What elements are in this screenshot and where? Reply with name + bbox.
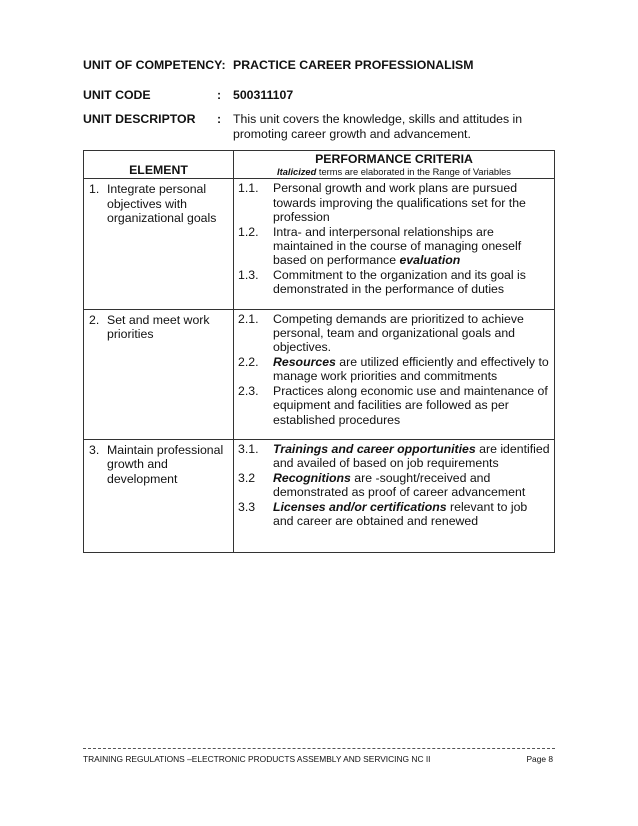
criterion-number: 2.1. <box>238 311 259 326</box>
criterion-term: Resources <box>273 354 336 369</box>
italicized-word: Italicized <box>277 167 317 178</box>
criterion-number: 3.3 <box>238 499 256 514</box>
footer-title: TRAINING REGULATIONS –ELECTRONIC PRODUCTS ASSEMBLY AND SERVICING NC II <box>83 754 431 764</box>
element-text: Set and meet work priorities <box>107 312 210 342</box>
criterion-text: Practices along economic use and maintenance of equipment and facilities are followed as per established procedures <box>273 383 548 427</box>
criterion <box>238 312 550 355</box>
code-value: 500311107 <box>233 88 294 102</box>
criterion-number: 2.2. <box>238 354 259 369</box>
criterion-term: Licenses and/or certifications <box>273 499 447 514</box>
criterion-text: Intra- and interpersonal relationships are maintained in the course of managing oneself based on performance <box>273 224 522 268</box>
criterion <box>238 268 550 297</box>
criteria-note-rest: terms are elaborated in the Range of Variables <box>316 167 511 178</box>
criterion-text: Commitment to the organization and its goal is demonstrated in the performance of duties <box>273 267 526 297</box>
criterion-text: are utilized efficiently and effectively to manage work priorities and commitments <box>273 354 549 384</box>
criterion-text: are -sought/received and demonstrated as proof of career advancement <box>273 470 526 500</box>
footer-divider <box>83 748 555 749</box>
descriptor-text: This unit covers the knowledge, skills and attitudes in promoting career growth and advancement. <box>233 112 523 141</box>
criteria-header-note <box>234 166 554 178</box>
table-row <box>84 439 555 552</box>
criterion <box>238 471 550 500</box>
descriptor-colon: : <box>217 112 222 126</box>
element-text: Integrate personal objectives with organizational goals <box>107 182 217 226</box>
competency-table <box>83 150 555 553</box>
descriptor-label: UNIT DESCRIPTOR <box>83 112 196 126</box>
criterion <box>238 181 550 224</box>
element-cell <box>84 309 234 439</box>
criterion-text: Personal growth and work plans are pursued towards improving the qualifications set for the profession <box>273 181 526 225</box>
element-header: ELEMENT <box>84 151 234 179</box>
code-colon: : <box>217 88 222 102</box>
criterion-number: 2.3. <box>238 383 259 398</box>
criterion <box>238 225 550 268</box>
element-number: 2. <box>89 312 100 327</box>
criterion <box>238 384 550 427</box>
criteria-header <box>234 151 555 179</box>
criterion-term: Trainings and career opportunities <box>273 441 476 456</box>
criteria-cell <box>234 179 555 309</box>
table-row <box>84 179 555 309</box>
criteria-cell <box>234 439 555 552</box>
criterion-text: relevant to job and career are obtained and renewed <box>273 499 528 528</box>
criteria-header-title: PERFORMANCE CRITERIA <box>315 152 473 166</box>
criterion-number: 1.2. <box>238 224 259 239</box>
criterion-number: 1.3. <box>238 267 259 282</box>
criterion <box>238 442 550 471</box>
criterion <box>238 500 550 529</box>
criterion-term: evaluation <box>399 253 461 268</box>
criterion-number: 3.2 <box>238 470 256 485</box>
table-row <box>84 309 555 439</box>
element-cell <box>84 439 234 552</box>
criterion <box>238 355 550 384</box>
page-number: Page 8 <box>526 754 553 764</box>
criterion-number: 1.1. <box>238 181 259 196</box>
table-header-row <box>84 151 555 179</box>
competency-value: PRACTICE CAREER PROFESSIONALISM <box>233 58 474 72</box>
criterion-term: Recognitions <box>273 470 351 485</box>
competency-label: UNIT OF COMPETENCY: <box>83 58 226 72</box>
criterion-number: 3.1. <box>238 441 259 456</box>
element-text: Maintain professional growth and development <box>107 442 224 486</box>
element-number: 1. <box>89 182 100 197</box>
criteria-cell <box>234 309 555 439</box>
criterion-text: Competing demands are prioritized to achieve personal, team and organizational goals and objectives. <box>273 311 524 355</box>
element-cell <box>84 179 234 309</box>
code-label: UNIT CODE <box>83 88 151 102</box>
criterion-text: are identified and availed of based on job requirements <box>273 441 550 471</box>
element-number: 3. <box>89 442 100 457</box>
